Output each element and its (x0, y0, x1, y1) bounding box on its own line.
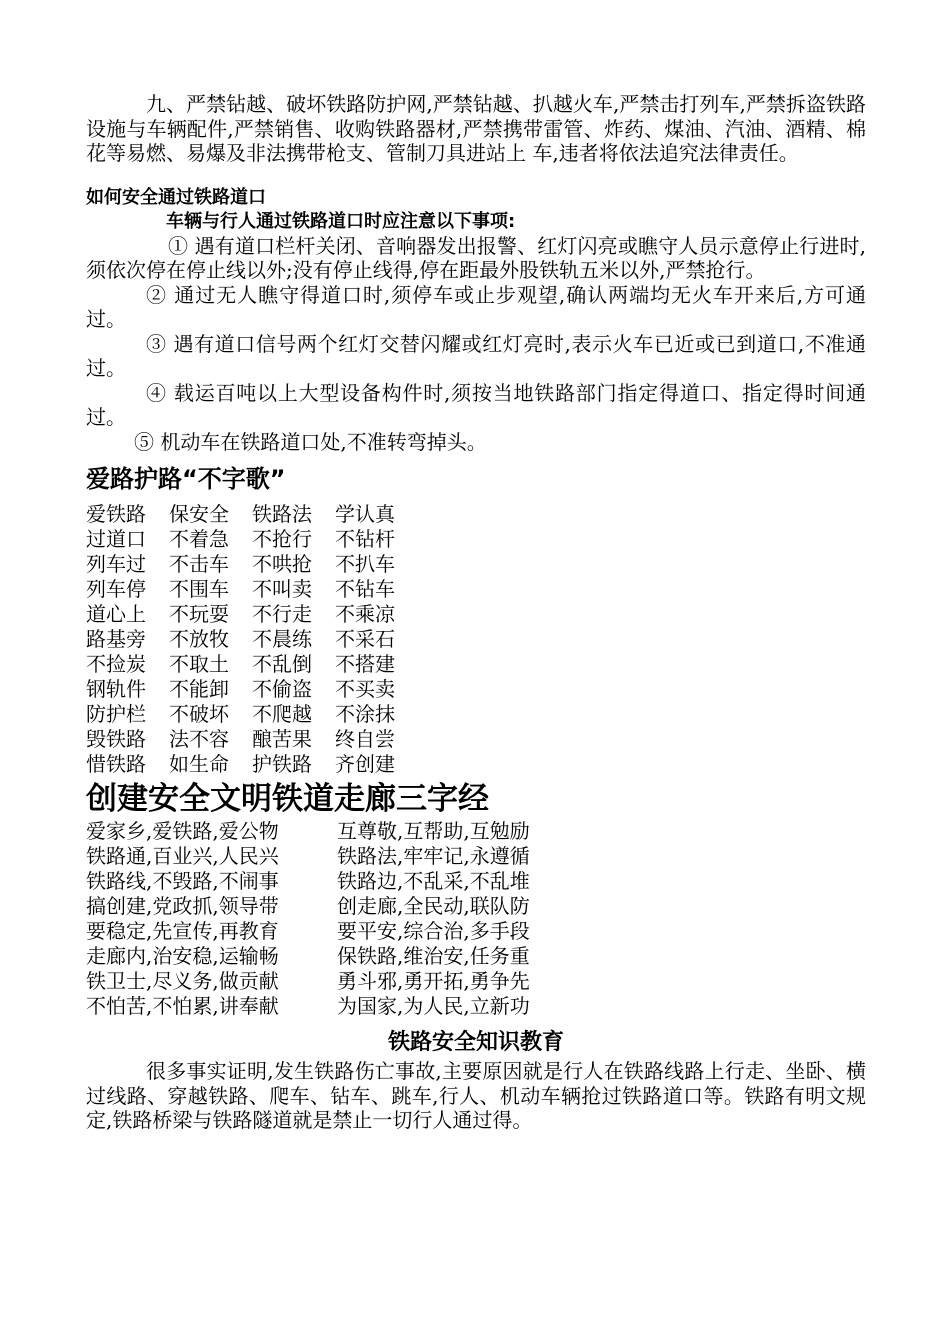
song-cell: 不买卖 (335, 677, 395, 701)
crossing-item-4: ④ 载运百吨以上大型设备构件时,须按当地铁路部门指定得道口、指定得时间通过。 (86, 380, 866, 429)
classic-cell: 铁路通,百业兴,人民兴 (86, 844, 279, 868)
crossing-item-2: ② 通过无人瞧守得道口时,须停车或止步观望,确认两端均无火车开来后,方可通过。 (86, 282, 866, 331)
classic-row (86, 969, 866, 994)
song-cell: 不涂抹 (335, 702, 395, 726)
song-row (86, 677, 866, 702)
classic-cell: 不怕苦,不怕累,讲奉献 (86, 994, 279, 1018)
song-row (86, 752, 866, 777)
classic-row (86, 894, 866, 919)
classic-cell: 铁路法,牢牢记,永遵循 (337, 844, 530, 868)
song-cell: 不搭建 (335, 652, 395, 676)
classic-cell: 铁路边,不乱采,不乱堆 (337, 869, 530, 893)
song-cell: 钢轨件 (86, 677, 146, 701)
song-cell: 过道口 (86, 527, 146, 551)
song-cell: 不击车 (169, 552, 229, 576)
song-cell: 不扒车 (335, 552, 395, 576)
song-cell: 不哄抢 (252, 552, 312, 576)
song-row (86, 577, 866, 602)
classic-cell: 爱家乡,爱铁路,爱公物 (86, 819, 279, 843)
classic-row (86, 869, 866, 894)
crossing-item-3: ③ 遇有道口信号两个红灯交替闪耀或红灯亮时,表示火车已近或已到道口,不准通过。 (86, 331, 866, 380)
classic-cell: 铁路线,不毁路,不闹事 (86, 869, 279, 893)
song-cell: 不采石 (335, 627, 395, 651)
classic-cell: 要稳定,先宣传,再教育 (86, 919, 279, 943)
song-cell: 不取土 (169, 652, 229, 676)
song-cell: 列车过 (86, 552, 146, 576)
song-cell: 不围车 (169, 577, 229, 601)
crossing-item-1: ① 遇有道口栏杆关闭、音响器发出报警、红灯闪亮或瞧守人员示意停止行进时,须依次停在停止线以外;没有停止线得,停在距最外股铁轨五米以外,严禁抢行。 (86, 233, 866, 282)
song-row (86, 627, 866, 652)
song-cell: 不玩耍 (169, 602, 229, 626)
song-row (86, 702, 866, 727)
song-cell: 保安全 (169, 502, 229, 526)
song-cell: 铁路法 (252, 502, 312, 526)
classic-cell: 走廊内,治安稳,运输畅 (86, 944, 279, 968)
classic-cell: 铁卫士,尽义务,做贡献 (86, 969, 279, 993)
song-cell: 终自尝 (335, 727, 395, 751)
song-cell: 惜铁路 (86, 752, 146, 776)
education-title: 铁路安全知识教育 (387, 1030, 564, 1055)
song-cell: 不抢行 (252, 527, 312, 551)
classic-cell: 创走廊,全民动,联队防 (337, 894, 530, 918)
song-cell: 不乘凉 (335, 602, 395, 626)
song-cell: 酿苦果 (252, 727, 312, 751)
song-cell: 不晨练 (252, 627, 312, 651)
song-cell: 毁铁路 (86, 727, 146, 751)
classic-row (86, 994, 866, 1019)
song-cell: 防护栏 (86, 702, 146, 726)
song-cell: 不钻杆 (335, 527, 395, 551)
classic-title: 创建安全文明铁道走廊三字经 (86, 781, 489, 817)
document-page (86, 92, 866, 1133)
song-row (86, 527, 866, 552)
song-cell: 不行走 (252, 602, 312, 626)
song-cell: 齐创建 (335, 752, 395, 776)
classic-cell: 互尊敬,互帮助,互勉励 (337, 819, 530, 843)
classic-cell: 要平安,综合治,多手段 (337, 919, 530, 943)
song-title: 爱路护路“不字歌” (86, 465, 286, 493)
classic-row (86, 944, 866, 969)
classic-cell: 为国家,为人民,立新功 (337, 994, 530, 1018)
song-cell: 路基旁 (86, 627, 146, 651)
song-row (86, 502, 866, 527)
song-cell: 不着急 (169, 527, 229, 551)
classic-row (86, 919, 866, 944)
classic-cell: 保铁路,维治安,任务重 (337, 944, 530, 968)
song-cell: 护铁路 (252, 752, 312, 776)
song-cell: 列车停 (86, 577, 146, 601)
song-cell: 不能卸 (169, 677, 229, 701)
song-cell: 如生命 (169, 752, 229, 776)
classic-cell: 勇斗邪,勇开拓,勇争先 (337, 969, 530, 993)
song-row (86, 602, 866, 627)
classic-verses (86, 819, 866, 1019)
song-cell: 不钻车 (335, 577, 395, 601)
classic-row (86, 844, 866, 869)
song-cell: 不破坏 (169, 702, 229, 726)
song-cell: 不偷盗 (252, 677, 312, 701)
song-cell: 学认真 (335, 502, 395, 526)
song-row (86, 652, 866, 677)
song-cell: 不放牧 (169, 627, 229, 651)
crossing-item-5: ⑤ 机动车在铁路道口处,不准转弯掉头。 (134, 429, 487, 454)
crossing-title: 如何安全通过铁路道口 (86, 186, 266, 208)
song-cell: 不捡炭 (86, 652, 146, 676)
education-body: 很多事实证明,发生铁路伤亡事故,主要原因就是行人在铁路线路上行走、坐卧、横过线路、穿越铁路、爬车、钻车、跳车,行人、机动车辆抢过铁路道口等。铁路有明文规定,铁路桥梁与铁路隧道就是禁止一切行人通过得。 (86, 1059, 866, 1132)
song-row (86, 727, 866, 752)
song-cell: 法不容 (169, 727, 229, 751)
song-cell: 不乱倒 (252, 652, 312, 676)
song-cell: 不叫卖 (252, 577, 312, 601)
crossing-intro: 车辆与行人通过铁路道口时应注意以下事项: (166, 210, 516, 232)
paragraph-nine: 九、严禁钻越、破坏铁路防护网,严禁钻越、扒越火车,严禁击打列车,严禁拆盗铁路设施与车辆配件,严禁销售、收购铁路器材,严禁携带雷管、炸药、煤油、汽油、酒精、棉花等易燃、易爆及非法携带枪支、管制刀具进站上 车,违者将依法追究法律责任。 (86, 92, 866, 165)
song-cell: 爱铁路 (86, 502, 146, 526)
classic-cell: 搞创建,党政抓,领导带 (86, 894, 279, 918)
song-cell: 道心上 (86, 602, 146, 626)
song-poem (86, 502, 866, 777)
classic-row (86, 819, 866, 844)
song-cell: 不爬越 (252, 702, 312, 726)
song-row (86, 552, 866, 577)
